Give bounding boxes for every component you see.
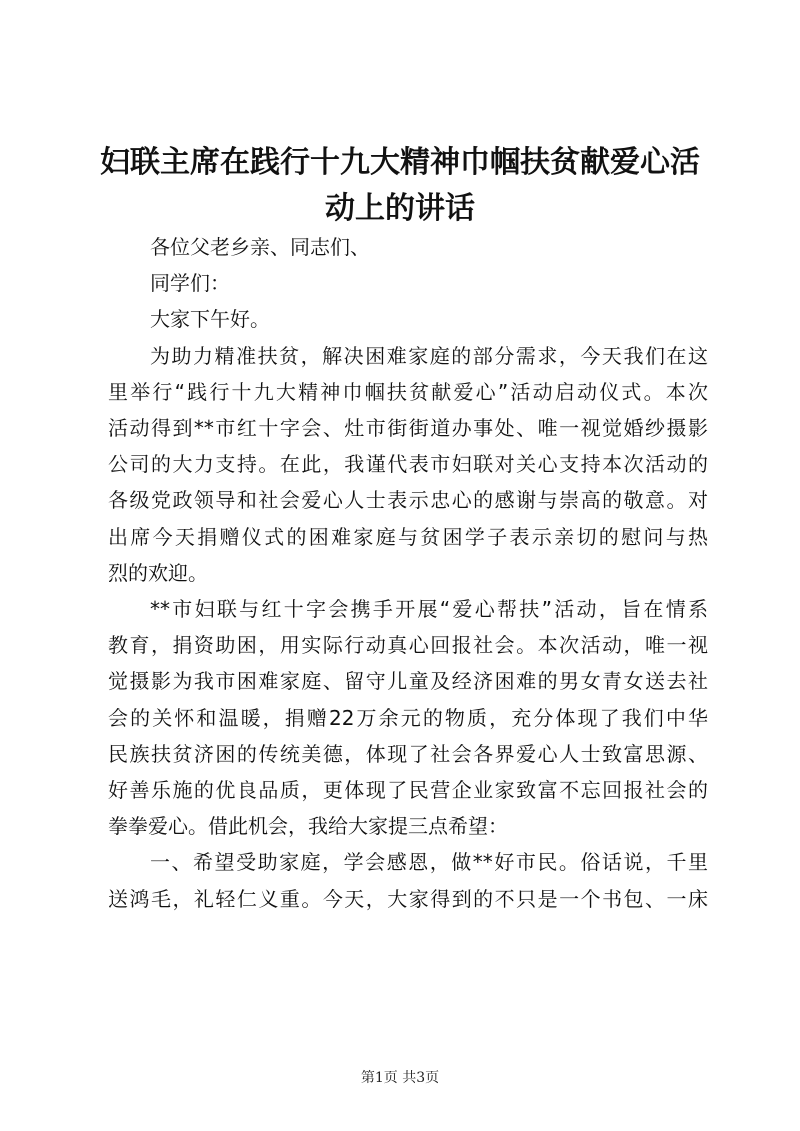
paragraph-line: 各级党政领导和社会爱心人士表示忠心的感谢与崇高的敬意。对 bbox=[108, 488, 708, 513]
paragraph-line: **市妇联与红十字会携手开展“爱心帮扶”活动，旨在情系 bbox=[150, 597, 708, 622]
paragraph-line: 送鸿毛，礼轻仁义重。今天，大家得到的不只是一个书包、一床 bbox=[108, 886, 708, 911]
paragraph-hope-one bbox=[108, 844, 708, 916]
paragraph-intro bbox=[108, 338, 708, 591]
paragraph-line: 出席今天捐赠仪式的困难家庭与贫困学子表示亲切的慰问与热 bbox=[108, 524, 708, 549]
document-body bbox=[108, 229, 708, 917]
greeting-line: 各位父老乡亲、同志们、 bbox=[150, 235, 370, 259]
paragraph-line: 里举行“践行十九大精神巾帼扶贫献爱心”活动启动仪式。本次 bbox=[108, 379, 708, 404]
paragraph-line: 烈的欢迎。 bbox=[108, 560, 208, 585]
document-title bbox=[80, 140, 720, 232]
greeting bbox=[108, 229, 708, 338]
page-footer: 第1页 共3页 bbox=[360, 1070, 440, 1086]
title-line: 妇联主席在践行十九大精神巾帼扶贫献爱心活 bbox=[100, 145, 700, 180]
paragraph-line: 拳拳爱心。借此机会，我给大家提三点希望： bbox=[108, 814, 508, 839]
paragraph-line: 觉摄影为我市困难家庭、留守儿童及经济困难的男女青女送去社 bbox=[108, 669, 708, 694]
paragraph-line: 一、希望受助家庭，学会感恩，做**好市民。俗话说，千里 bbox=[150, 850, 708, 875]
greeting-line: 同学们： bbox=[150, 271, 230, 296]
greeting-line: 大家下午好。 bbox=[150, 307, 270, 332]
paragraph-line: 为助力精准扶贫，解决困难家庭的部分需求，今天我们在这 bbox=[150, 343, 708, 368]
title-line: 动上的讲话 bbox=[325, 191, 475, 226]
paragraph-line: 好善乐施的优良品质，更体现了民营企业家致富不忘回报社会的 bbox=[108, 778, 708, 803]
paragraph-line: 民族扶贫济困的传统美德，体现了社会各界爱心人士致富思源、 bbox=[108, 741, 708, 766]
paragraph-line: 会的关怀和温暖，捐赠22万余元的物质，充分体现了我们中华 bbox=[108, 705, 708, 730]
paragraph-line: 教育，捐资助困，用实际行动真心回报社会。本次活动，唯一视 bbox=[108, 633, 708, 658]
paragraph-line: 活动得到**市红十字会、灶市街街道办事处、唯一视觉婚纱摄影 bbox=[108, 416, 708, 441]
paragraph-line: 公司的大力支持。在此，我谨代表市妇联对关心支持本次活动的 bbox=[108, 452, 708, 477]
paragraph-activity bbox=[108, 591, 708, 844]
